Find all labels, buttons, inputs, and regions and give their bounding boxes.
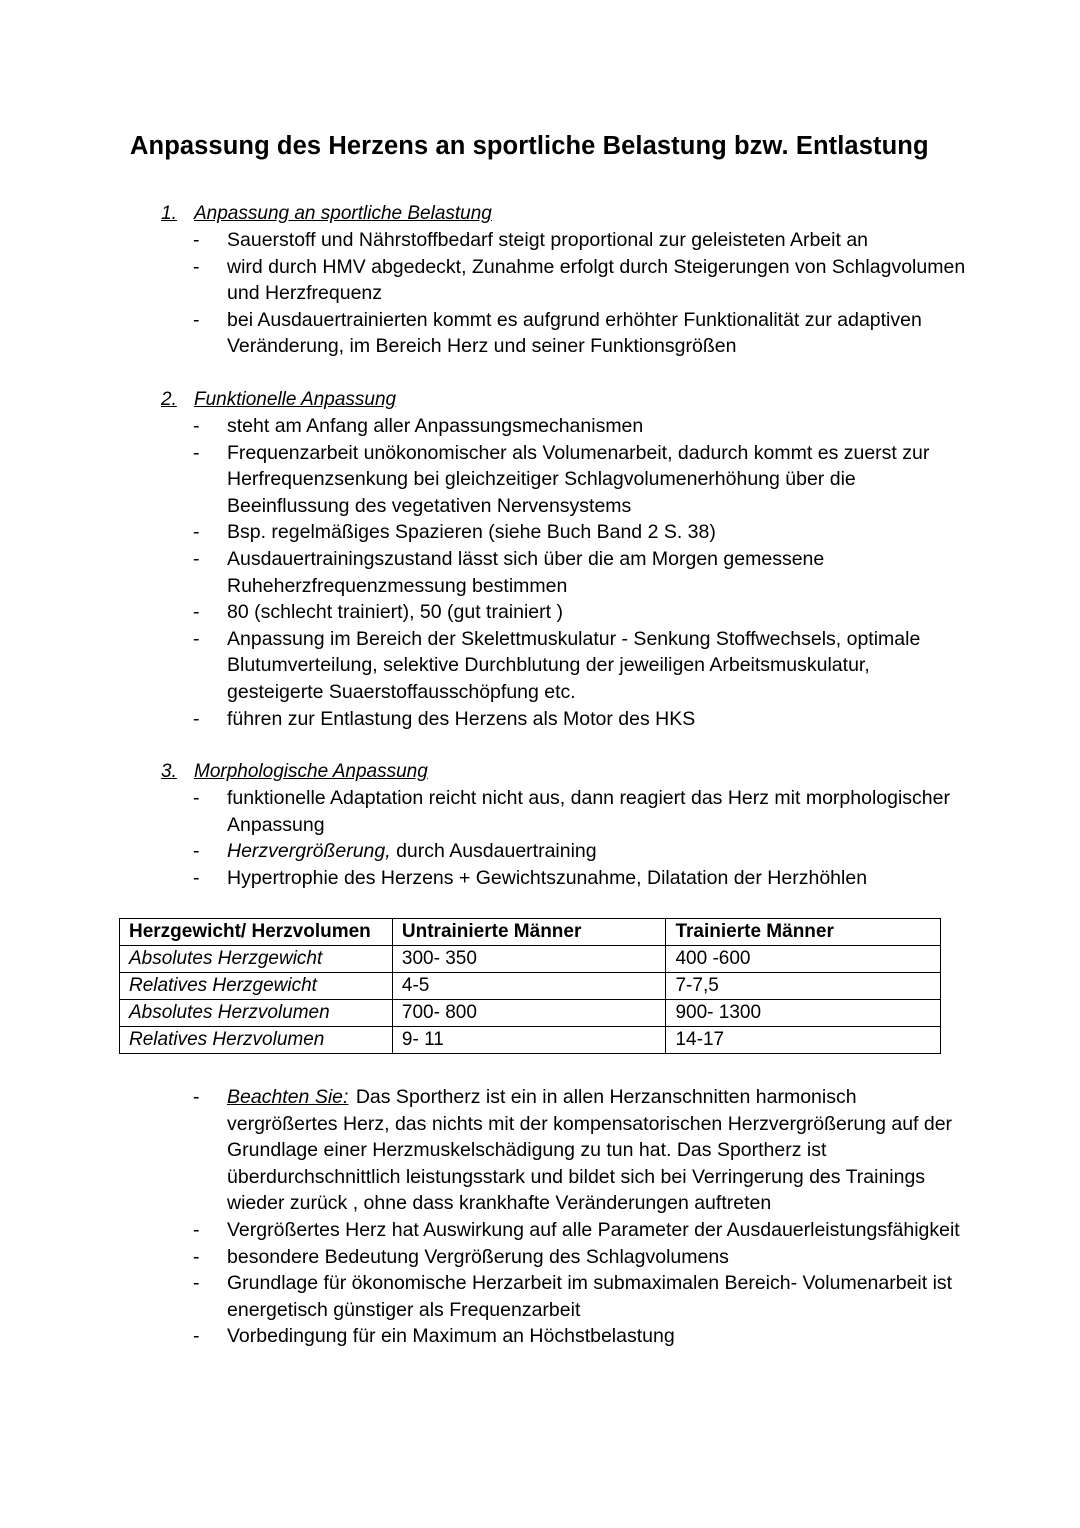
list-item: - Beachten Sie: Das Sportherz ist ein in allen Herzanschnitten harmonisch vergrößertes Herz, das nichts mit der kompensatorischen Herzvergrößerung auf der Grundlage einer Herzmuskelschädigung zu tun hat. Das Sportherz ist überdurchschnittlich leistungsstark und bildet sich bei Verringerung des Trainings wieder zurück , ohne dass krankhafte Veränderungen auftreten xyxy=(193,1086,953,1215)
section-3-list xyxy=(190,785,970,891)
list-item: - Frequenzarbeit unökonomischer als Volumenarbeit, dadurch kommt es zuerst zur Herfrequenzsenkung bei gleichzeitiger Schlagvolumenerhöhung über die Beeinflussung des vegetativen Nervensystems xyxy=(193,441,930,517)
section-title: Funktionelle Anpassung xyxy=(194,389,397,410)
table-cell: 900- 1300 xyxy=(666,1000,941,1027)
column-header: Trainierte Männer xyxy=(666,919,941,946)
row-label: Relatives Herzvolumen xyxy=(120,1027,393,1054)
section-number: 1. xyxy=(161,203,177,224)
section-2-list xyxy=(190,413,970,732)
list-item: - Sauerstoff und Nährstoffbedarf steigt proportional zur geleisteten Arbeit an xyxy=(193,229,869,251)
table-row xyxy=(120,1000,941,1027)
list-item: - bei Ausdauertrainierten kommt es aufgrund erhöhter Funktionalität zur adaptiven Veränderung, im Bereich Herz und seiner Funktionsgrößen xyxy=(193,308,922,358)
table-row xyxy=(120,1027,941,1054)
table-cell: 9- 11 xyxy=(392,1027,666,1054)
table-row xyxy=(120,973,941,1000)
list-item: - Anpassung im Bereich der Skelettmuskulatur - Senkung Stoffwechsels, optimale Blutumverteilung, selektive Durchblutung der jeweiligen Arbeitsmuskulatur, gesteigerte Suaerstoffausschöpfung etc. xyxy=(193,627,921,703)
list-item: - führen zur Entlastung des Herzens als Motor des HKS xyxy=(193,707,696,730)
list-item: - Vorbedingung für ein Maximum an Höchstbelastung xyxy=(193,1325,675,1348)
table-cell: 7-7,5 xyxy=(666,973,941,1000)
table-cell: 400 -600 xyxy=(666,946,941,973)
column-header: Herzgewicht/ Herzvolumen xyxy=(120,919,393,946)
section-number: 2. xyxy=(161,389,177,410)
section-heading-2 xyxy=(161,389,402,411)
list-item: - Grundlage für ökonomische Herzarbeit im submaximalen Bereich- Volumenarbeit ist energetisch günstiger als Frequenzarbeit xyxy=(193,1272,953,1321)
table-row xyxy=(120,946,941,973)
list-item: - Bsp. regelmäßiges Spazieren (siehe Buch Band 2 S. 38) xyxy=(193,521,716,544)
table-cell: 300- 350 xyxy=(392,946,666,973)
row-label: Absolutes Herzvolumen xyxy=(120,1000,393,1027)
list-item: - Hypertrophie des Herzens + Gewichtszunahme, Dilatation der Herzhöhlen xyxy=(193,866,868,889)
table-cell: 700- 800 xyxy=(392,1000,666,1027)
list-item: - steht am Anfang aller Anpassungsmechanismen xyxy=(193,415,644,437)
notes-list xyxy=(190,1084,970,1350)
heart-comparison-table xyxy=(119,918,941,1054)
column-header: Untrainierte Männer xyxy=(392,919,666,946)
section-title: Anpassung an sportliche Belastung xyxy=(194,203,492,224)
row-label: Absolutes Herzgewicht xyxy=(120,946,393,973)
table-header-row xyxy=(120,919,941,946)
list-item: - besondere Bedeutung Vergrößerung des Schlagvolumens xyxy=(193,1245,729,1268)
list-item: - Herzvergrößerung, durch Ausdauertraining xyxy=(193,840,597,863)
list-item: - funktionelle Adaptation reicht nicht aus, dann reagiert das Herz mit morphologischer Anpassung xyxy=(193,787,950,836)
page-title: Anpassung des Herzens an sportliche Belastung bzw. Entlastung xyxy=(130,132,929,160)
section-heading-3 xyxy=(161,761,434,783)
section-title: Morphologische Anpassung xyxy=(194,761,428,782)
list-item: - wird durch HMV abgedeckt, Zunahme erfolgt durch Steigerungen von Schlagvolumen und Herzfrequenz xyxy=(193,255,966,305)
list-item: - Vergrößertes Herz hat Auswirkung auf alle Parameter der Ausdauerleistungsfähigkeit xyxy=(193,1218,960,1241)
section-number: 3. xyxy=(161,761,177,782)
list-item: - 80 (schlecht trainiert), 50 (gut trainiert ) xyxy=(193,601,563,624)
section-heading-1 xyxy=(161,203,498,225)
row-label: Relatives Herzgewicht xyxy=(120,973,393,1000)
table-cell: 14-17 xyxy=(666,1027,941,1054)
section-1-list xyxy=(190,227,970,360)
table-cell: 4-5 xyxy=(392,973,666,1000)
list-item: - Ausdauertrainingszustand lässt sich über die am Morgen gemessene Ruheherzfrequenzmessung bestimmen xyxy=(193,547,825,597)
